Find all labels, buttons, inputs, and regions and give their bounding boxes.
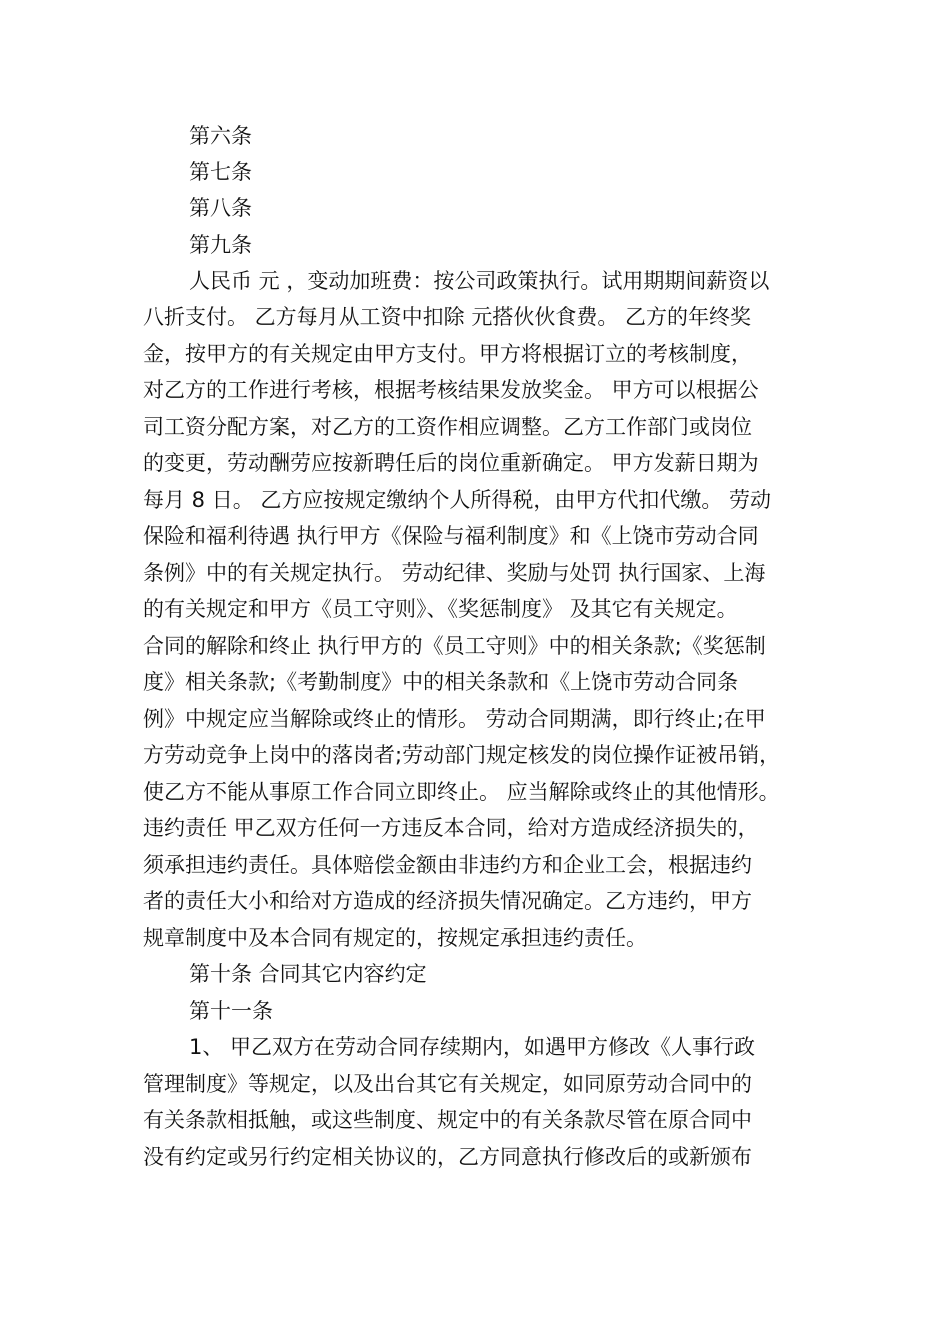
body-line-12: 度》相关条款;《考勤制度》中的相关条款和《上饶市劳动合同条	[143, 670, 739, 694]
article-6-heading: 第六条	[189, 124, 252, 148]
body-line-16: 违约责任 甲乙双方任何一方违反本合同，给对方造成经济损失的，	[143, 816, 759, 840]
body-line-9: 条例》中的有关规定执行。 劳动纪律、奖励与处罚 执行国家、上海	[143, 561, 766, 585]
body-line-15: 使乙方不能从事原工作合同立即终止。 应当解除或终止的其他情形。	[143, 780, 780, 804]
clause-line-1: 1、 甲乙双方在劳动合同存续期内，如遇甲方修改《人事行政	[189, 1035, 756, 1059]
clause-line-2: 管理制度》等规定，以及出台其它有关规定，如同原劳动合同中的	[143, 1072, 752, 1096]
body-line-18: 者的责任大小和给对方造成的经济损失情况确定。乙方违约，甲方	[143, 889, 752, 913]
body-line-10: 的有关规定和甲方《员工守则》、《奖惩制度》 及其它有关规定。	[143, 597, 738, 621]
body-line-17: 须承担违约责任。具体赔偿金额由非违约方和企业工会，根据违约	[143, 853, 752, 877]
body-line-4: 对乙方的工作进行考核，根据考核结果发放奖金。 甲方可以根据公	[143, 378, 759, 402]
clause-line-4: 没有约定或另行约定相关协议的，乙方同意执行修改后的或新颁布	[143, 1145, 752, 1169]
article-8-heading: 第八条	[189, 196, 252, 220]
body-line-5: 司工资分配方案，对乙方的工资作相应调整。乙方工作部门或岗位	[143, 415, 752, 439]
body-line-11: 合同的解除和终止 执行甲方的《员工守则》中的相关条款;《奖惩制	[143, 634, 766, 658]
article-11-heading: 第十一条	[189, 999, 273, 1023]
body-line-14: 方劳动竞争上岗中的落岗者;劳动部门规定核发的岗位操作证被吊销，	[143, 743, 781, 767]
article-9-heading: 第九条	[189, 233, 252, 257]
body-line-3: 金，按甲方的有关规定由甲方支付。甲方将根据订立的考核制度，	[143, 342, 752, 366]
body-line-2: 八折支付。 乙方每月从工资中扣除 元搭伙伙食费。 乙方的年终奖	[143, 305, 752, 329]
body-line-1: 人民币 元 ，变动加班费：按公司政策执行。试用期期间薪资以	[189, 269, 770, 293]
clause-line-3: 有关条款相抵触，或这些制度、规定中的有关条款尽管在原合同中	[143, 1108, 752, 1132]
body-line-19: 规章制度中及本合同有规定的，按规定承担违约责任。	[143, 926, 647, 950]
body-line-13: 例》中规定应当解除或终止的情形。 劳动合同期满，即行终止;在甲	[143, 707, 766, 731]
body-line-6: 的变更，劳动酬劳应按新聘任后的岗位重新确定。 甲方发薪日期为	[143, 451, 759, 475]
article-10-heading: 第十条 合同其它内容约定	[189, 962, 427, 986]
body-line-7: 每月 8 日。 乙方应按规定缴纳个人所得税，由甲方代扣代缴。 劳动	[143, 488, 772, 512]
article-7-heading: 第七条	[189, 160, 252, 184]
body-line-8: 保险和福利待遇 执行甲方《保险与福利制度》和《上饶市劳动合同	[143, 524, 759, 548]
